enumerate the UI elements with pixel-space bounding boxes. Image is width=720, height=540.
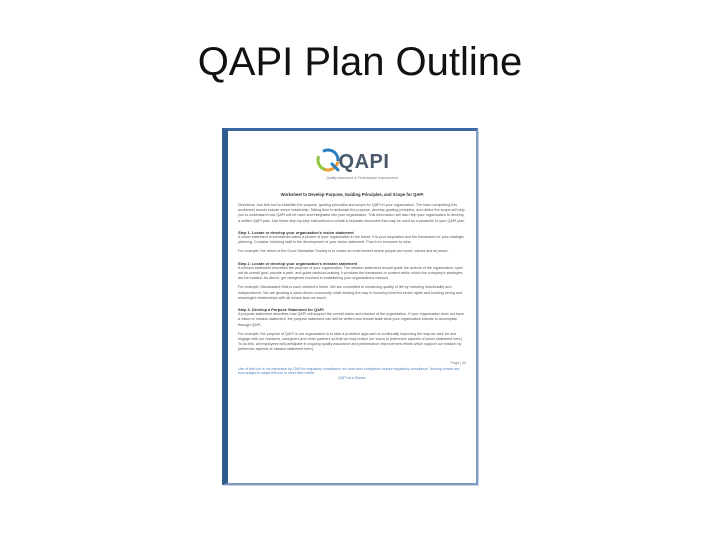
qapi-logo-tagline: Quality Assurance & Performance Improvement bbox=[326, 176, 398, 180]
worksheet-title: Worksheet to Develop Purpose, Guiding Principles, and Scope for QAPI bbox=[280, 192, 424, 197]
step1-example: For example, the vision of the Good Samaritan Society is to create an environment where people are loved, valued and at peace. bbox=[238, 249, 449, 254]
footer-title: QAPI at a Glance bbox=[338, 375, 366, 380]
step3-example: For example, the purpose of QAPI in our organization is to take a proactive approach to continually improving the way we care for and engage with our residents, caregivers and other partners so that we may realize our vision to [reference aspects of vision statement here]. To do this, all employees will participate in ongoing quality assurance and performance improvement efforts which support our mission by [reference aspects of mission statement here]. bbox=[238, 331, 463, 352]
step2-heading: Step 2. Locate or develop your organization's mission statement bbox=[238, 260, 358, 266]
qapi-logo-text: QAPI bbox=[338, 151, 390, 173]
directions-paragraph: Directions: Use this tool to establish the purpose, guiding principles and scope for QAPI in your organization. The team completing this worksheet should include senior leadership. Taking time to articulate the purpose, develop guiding principles, and define the scope will help you to understand how QAPI will be used and integrated into your organization. This information will also help your organization to develop a written QAPI plan. Use these step-by-step instructions to create a separate document that may be used as a preamble to your QAPI plan. bbox=[238, 203, 466, 223]
document-image bbox=[222, 128, 478, 485]
footer-disclaimer: Use of this tool is not mandated by CMS for regulatory compliance nor does their completion ensure regulatory compliance. Nursing homes are encouraged to adapt this tool to meet their needs. bbox=[238, 366, 460, 376]
step3-heading: Step 3. Develop a Purpose Statement for QAPI bbox=[238, 307, 324, 313]
step2-body: A mission statement describes the purpose of your organization. The mission statement should guide the actions of the organization, spell out its overall goal, provide a path, and guide decision-making. It provides the framework or context within which the company's strategies are formulated. As above, get caregivers involved in establishing your organizations mission. bbox=[238, 265, 463, 281]
step1-heading: Step 1. Locate or develop your organization's vision statement bbox=[238, 229, 354, 235]
step3-body: A purpose statement describes how QAPI will support the overall vision and mission of the organization. If your organization does not have a vision or mission statement, the purpose statement can still be written and should state what your organization intends to accomplish through QAPI. bbox=[238, 312, 464, 327]
qapi-logo bbox=[238, 147, 466, 177]
qapi-logo-icon bbox=[315, 147, 341, 178]
page-number: Page | 40 bbox=[450, 360, 466, 365]
step1-body: A vision statement is sometimes called a picture of your organization in the future; it is your inspiration and the framework for your strategic planning. Consider involving staff in the development of your vision statement. Post it for everyone to view. bbox=[238, 235, 464, 245]
step2-example: For example, Meadowlark Hills is each resident's home. We are committed to enhancing quality of life by nurturing individuality and independence. We are growing a value-driven community while leading the way in honoring inherent senior rights and building strong and meaningful relationships with all whose lives we touch. bbox=[238, 285, 463, 300]
slide-title: QAPI Plan Outline bbox=[197, 40, 523, 84]
document-page bbox=[238, 139, 466, 477]
